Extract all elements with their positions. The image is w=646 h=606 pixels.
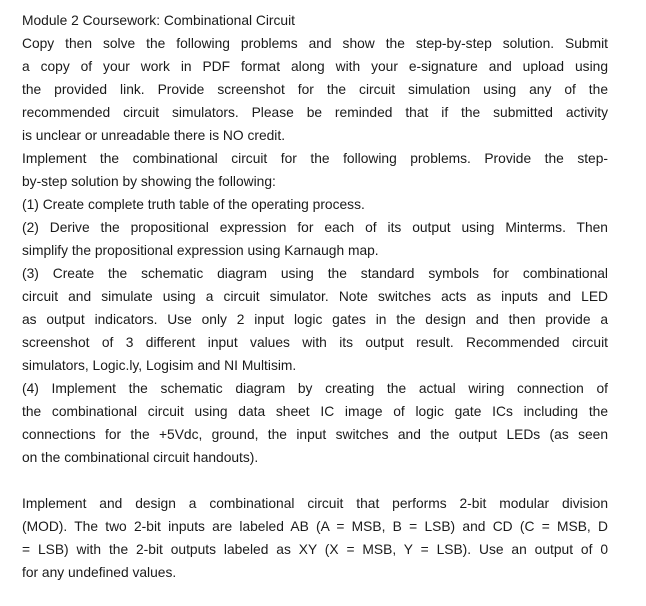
intro-line: a copy of your work in PDF format along with your e-signature and upload using [22,59,608,74]
instructions-line: connections for the +5Vdc, ground, the input switches and the output LEDs (as seen [22,427,608,442]
instructions-line: (1) Create complete truth table of the operating process. [22,197,365,212]
document-title: Module 2 Coursework: Combinational Circuit [22,13,295,28]
instructions-line: screenshot of 3 different input values with its output result. Recommended circuit [22,335,608,350]
instructions-line: simplify the propositional expression using Karnaugh map. [22,243,379,258]
intro-line: is unclear or unreadable there is NO credit. [22,128,286,143]
instructions-line: (2) Derive the propositional expression for each of its output using Minterms. Then [22,220,608,235]
instructions-line: simulators, Logic.ly, Logisim and NI Multisim. [22,358,297,373]
intro-line: recommended circuit simulators. Please be reminded that if the submitted activity [22,105,608,120]
problem-line: = LSB) with the 2-bit outputs labeled as XY (X = MSB, Y = LSB). Use an output of 0 [22,542,608,557]
problem-line: Implement and design a combinational circuit that performs 2-bit modular division [22,496,608,511]
instructions-line: the combinational circuit using data sheet IC image of logic gate ICs including the [22,404,608,419]
instructions-line: circuit and simulate using a circuit simulator. Note switches acts as inputs and LED [22,289,608,304]
intro-line: the provided link. Provide screenshot for the circuit simulation using any of the [22,82,608,97]
instructions-line: by-step solution by showing the following: [22,174,276,189]
instructions-line: on the combinational circuit handouts). [22,450,259,465]
instructions-line: (4) Implement the schematic diagram by creating the actual wiring connection of [22,381,608,396]
instructions-line: as output indicators. Use only 2 input logic gates in the design and then provide a [22,312,608,327]
instructions-line: Implement the combinational circuit for the following problems. Provide the step- [22,151,608,166]
problem-line: (MOD). The two 2-bit inputs are labeled AB (A = MSB, B = LSB) and CD (C = MSB, D [22,519,608,534]
instructions-line: (3) Create the schematic diagram using the standard symbols for combinational [22,266,608,281]
intro-line: Copy then solve the following problems and show the step-by-step solution. Submit [22,36,608,51]
problem-line: for any undefined values. [22,565,177,580]
